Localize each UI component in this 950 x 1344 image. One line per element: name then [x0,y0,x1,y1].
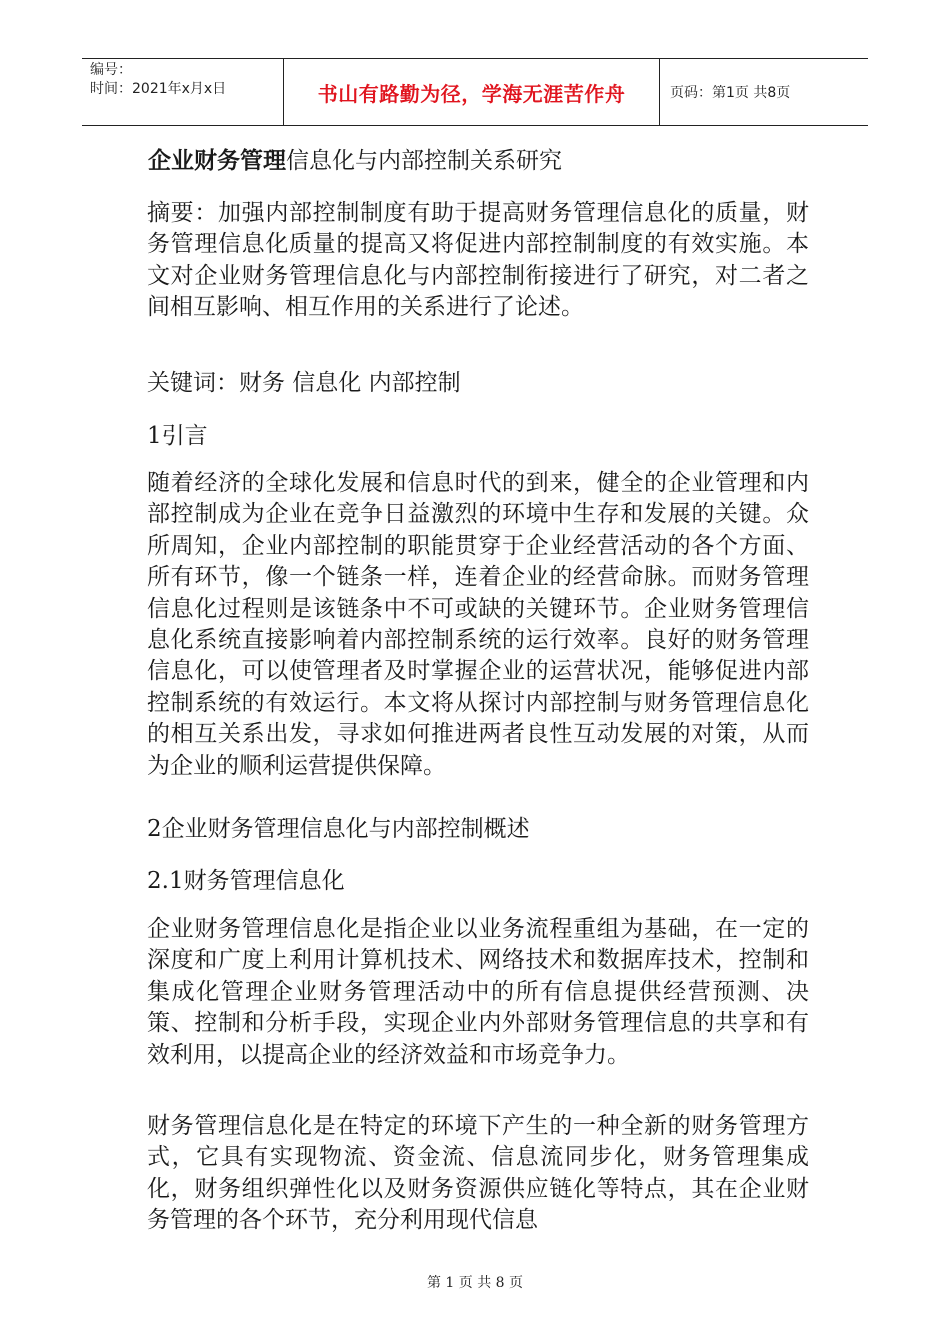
number-label: 编号： [90,62,132,78]
page-footer: 第 1 页 共 8 页 [426,1275,524,1291]
header-meta-cell [82,59,284,125]
abstract-paragraph: 摘要：加强内部控制制度有助于提高财务管理信息化的质量，财务管理信息化质量的提高又将促进内部控制制度的有效实施。本文对企业财务管理信息化与内部控制衔接进行了研究，对二者之间相互影响、相互作用的关系进行了论述。 [147,200,809,321]
time-label: 时间：2021年x月x日 [90,81,227,97]
header-motto: 书山有路勤为径，学海无涯苦作舟 [284,59,660,125]
section1-heading: 1引言 [147,423,208,449]
header-page-info: 页码：第1页 共8页 [670,85,791,101]
section2-1-paragraph-2: 财务管理信息化是在特定的环境下产生的一种全新的财务管理方式，它具有实现物流、资金流、信息流同步化，财务管理集成化，财务组织弹性化以及财务资源供应链化等特点，其在企业财务管理的各个环节，充分利用现代信息 [147,1113,809,1234]
title-normal-part: 信息化与内部控制关系研究 [286,148,562,174]
keywords-line: 关键词：财务 信息化 内部控制 [147,370,461,396]
header-table [82,58,868,126]
section2-1-heading: 2.1财务管理信息化 [147,868,345,894]
section1-paragraph: 随着经济的全球化发展和信息时代的到来，健全的企业管理和内部控制成为企业在竞争日益激烈的环境中生存和发展的关键。众所周知，企业内部控制的职能贯穿于企业经营活动的各个方面、所有环节，像一个链条一样，连着企业的经营命脉。而财务管理信息化过程则是该链条中不可或缺的关键环节。企业财务管理信息化系统直接影响着内部控制系统的运行效率。良好的财务管理信息化，可以使管理者及时掌握企业的运营状况，能够促进内部控制系统的有效运行。本文将从探讨内部控制与财务管理信息化的相互关系出发，寻求如何推进两者良性互动发展的对策，从而为企业的顺利运营提供保障。 [147,470,809,779]
section2-heading: 2企业财务管理信息化与内部控制概述 [147,816,530,842]
document-title [148,146,562,176]
section2-1-paragraph-1: 企业财务管理信息化是指企业以业务流程重组为基础，在一定的深度和广度上利用计算机技术、网络技术和数据库技术，控制和集成化管理企业财务管理活动中的所有信息提供经营预测、决策、控制和分析手段，实现企业内外部财务管理信息的共享和有效利用，以提高企业的经济效益和市场竞争力。 [147,916,809,1068]
title-bold-part: 企业财务管理 [148,148,286,174]
